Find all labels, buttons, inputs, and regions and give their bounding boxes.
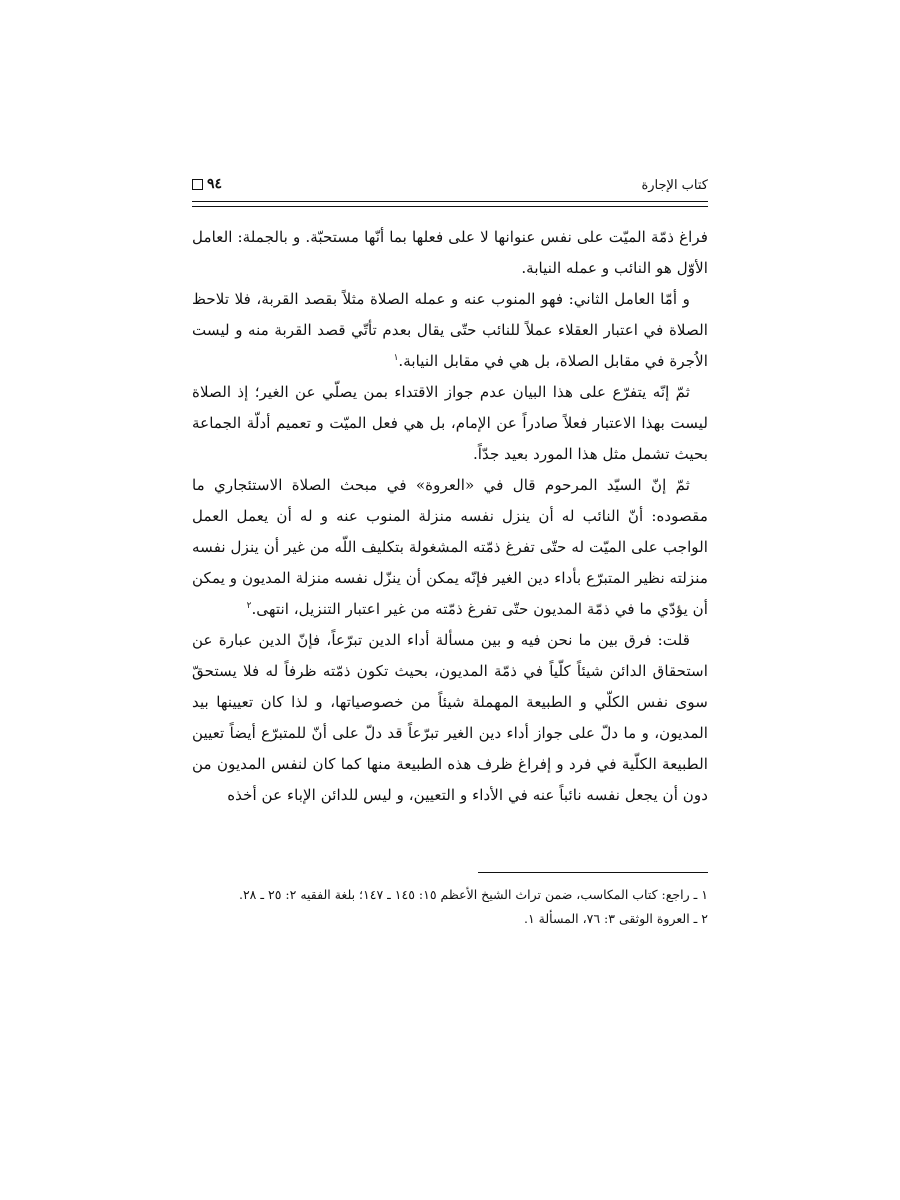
- paragraph: [192, 470, 708, 625]
- paragraph-text: فراغ ذمّة الميّت على نفس عنوانها لا على فعلها بما أنّها مستحبّة. و بالجملة: العامل الأوّل هو النائب و عمله النيابة.: [192, 228, 708, 277]
- book-page: [192, 0, 708, 1200]
- book-title: كتاب الإجارة: [641, 178, 708, 193]
- main-text: [192, 222, 708, 811]
- paragraph: [192, 625, 708, 811]
- footnote-ref[interactable]: ١: [393, 352, 399, 363]
- paragraph-text: ثمّ إنّه يتفرّع على هذا البيان عدم جواز الاقتداء بمن يصلّي عن الغير؛ إذ الصلاة ليست بهذا الاعتبار فعلاً صادراً عن الإمام، بل هي فعل الميّت و تعميم أدلّة الجماعة بحيث تشمل مثل هذا المورد بعيد جدّاً.: [192, 383, 708, 463]
- paragraph-text: قلت: فرق بين ما نحن فيه و بين مسألة أداء الدين تبرّعاً، فإنّ الدين عبارة عن استحقاق الدائن شيئاً كلّياً في ذمّة المديون، بحيث تكون ذمّته ظرفاً له فلا يستحقّ سوى نفس الكلّي و الطبيعة المهملة شيئاً من خصوصياتها، و لذا كان تعيينها بيد المديون، و ما دلّ على جواز أداء دين الغير تبرّعاً قد دلّ على أنّ للمتبرّع أيضاً تعيين الطبيعة الكلّية في فرد و إفراغ ظرف هذه الطبيعة منها كما كان لنفس المديون من دون أن يجعل نفسه نائباً عنه في الأداء و التعيين، و ليس للدائن الإباء عن أخذه: [192, 631, 708, 804]
- footnote-separator: [478, 872, 708, 873]
- page-number: ٩٤: [207, 176, 223, 192]
- paragraph: [192, 284, 708, 377]
- header-double-rule: [192, 201, 708, 207]
- page-number-block: [192, 176, 222, 192]
- footnote: ١ ـ راجع: كتاب المكاسب، ضمن تراث الشيخ الأعظم ١٥: ١٤٥ ـ ١٤٧؛ بلغة الفقيه ٢: ٢٥ ـ ٢٨.: [238, 887, 708, 902]
- footnote-ref[interactable]: ٢: [246, 600, 252, 611]
- running-header: [192, 168, 708, 198]
- footnote: ٢ ـ العروة الوثقى ٣: ٧٦، المسألة ١.: [523, 911, 708, 926]
- footnotes: [192, 883, 708, 931]
- square-ornament-icon: [192, 179, 203, 190]
- paragraph-text: ثمّ إنّ السيّد المرحوم قال في «العروة» في مبحث الصلاة الاستئجاري ما مقصوده: أنّ النائب له أن ينزل نفسه منزلة المنوب عنه و له أن يعمل العمل الواجب على الميّت له حتّى تفرغ ذمّته المشغولة بتكليف اللّه من غير أن ينزل نفسه منزلته نظير المتبرّع بأداء دين الغير فإنّه يمكن أن ينزّل نفسه منزلة المديون و يمكن أن يؤدّي ما في ذمّة المديون حتّى تفرغ ذمّته من غير اعتبار التنزيل، انتهى.: [192, 476, 708, 618]
- paragraph: [192, 377, 708, 470]
- paragraph: [192, 222, 708, 284]
- paragraph-text: و أمّا العامل الثاني: فهو المنوب عنه و عمله الصلاة مثلاً بقصد القربة، فلا تلاحظ الصلاة في اعتبار العقلاء عملاً للنائب حتّى يقال بعدم تأتّي قصد القربة منه و ليست الاُجرة في مقابل الصلاة، بل هي في مقابل النيابة.: [192, 290, 708, 370]
